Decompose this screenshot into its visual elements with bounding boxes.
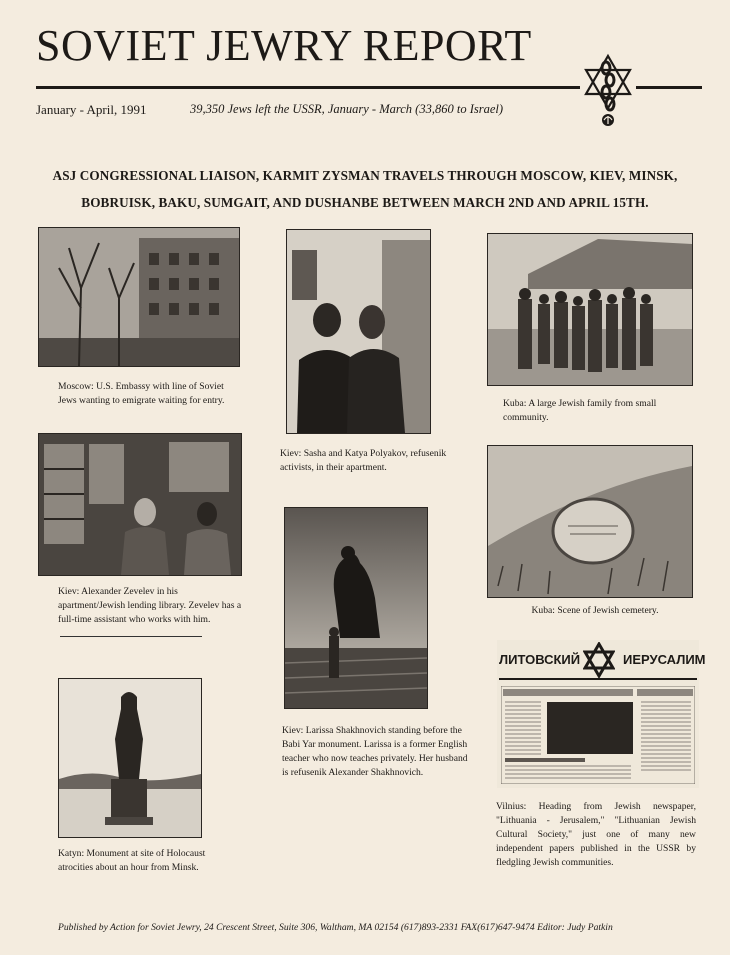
emigration-statistic: 39,350 Jews left the USSR, January - March (33,860 to Israel) xyxy=(190,102,504,116)
photo-zevelev-library xyxy=(38,433,242,576)
photo-katyn-monument xyxy=(58,678,202,838)
newspaper-title-right: ИЕРУСАЛИМ xyxy=(623,652,706,667)
star-of-david-icon xyxy=(583,642,615,678)
masthead-title: SOVIET JEWRY REPORT xyxy=(36,21,532,70)
issue-date: January - April, 1991 xyxy=(36,102,147,117)
photo-babi-yar xyxy=(284,507,428,709)
caption-kuba-cemetery: Kuba: Scene of Jewish cemetery. xyxy=(531,605,659,616)
caption-moscow: Moscow: U.S. Embassy with line of Soviet Jews wanting to emigrate waiting for entry. xyxy=(58,381,225,406)
newspaper-masthead-rule xyxy=(499,678,697,680)
star-of-david-chain-icon xyxy=(580,50,636,130)
photo-polyakov xyxy=(286,229,431,434)
publisher-footer: Published by Action for Soviet Jewry, 24 Crescent Street, Suite 306, Waltham, MA 02154 (617)893-2331 FAX(617)647-9474 Editor: Judy Patkin xyxy=(58,922,613,933)
caption-vilnius: Vilnius: Heading from Jewish newspaper, "Lithuania - Jerusalem," "Lithuanian Jewish Cultural Society," just one of many new independent papers published in the USSR by fledgling Jewish communities. xyxy=(496,801,696,868)
photo-kuba-family xyxy=(487,233,693,386)
masthead-rule xyxy=(36,86,580,89)
newspaper-title-left: ЛИТОВСКИЙ xyxy=(499,652,581,667)
caption-kiev-polyakov: Kiev: Sasha and Katya Polyakov, refusenik activists, in their apartment. xyxy=(280,448,447,473)
headline-line-1: ASJ CONGRESSIONAL LIAISON, KARMIT ZYSMAN TRAVELS THROUGH MOSCOW, KIEV, MINSK, xyxy=(52,168,678,183)
newspaper-body xyxy=(501,686,695,784)
masthead-rule-right xyxy=(636,86,702,89)
headline-line-2: BOBRUISK, BAKU, SUMGAIT, AND DUSHANBE BETWEEN MARCH 2ND AND APRIL 15TH. xyxy=(81,195,649,210)
caption-katyn: Katyn: Monument at site of Holocaust atrocities about an hour from Minsk. xyxy=(58,848,206,873)
caption-kiev-babiyar: Kiev: Larissa Shakhnovich standing before the Babi Yar monument. Larissa is a former English teacher who now teaches privately. Her husband is refusenik Alexander Shakhnovich. xyxy=(282,725,468,778)
caption-kuba-family: Kuba: A large Jewish family from small community. xyxy=(503,398,657,423)
caption-kiev-zevelev: Kiev: Alexander Zevelev in his apartment/Jewish lending library. Zevelev has a full-time assistant who works with him. xyxy=(58,586,242,625)
newspaper-heading-clipping xyxy=(497,640,706,788)
caption-separator xyxy=(60,636,202,637)
photo-kuba-cemetery xyxy=(487,445,693,598)
photo-moscow-embassy xyxy=(38,227,240,367)
